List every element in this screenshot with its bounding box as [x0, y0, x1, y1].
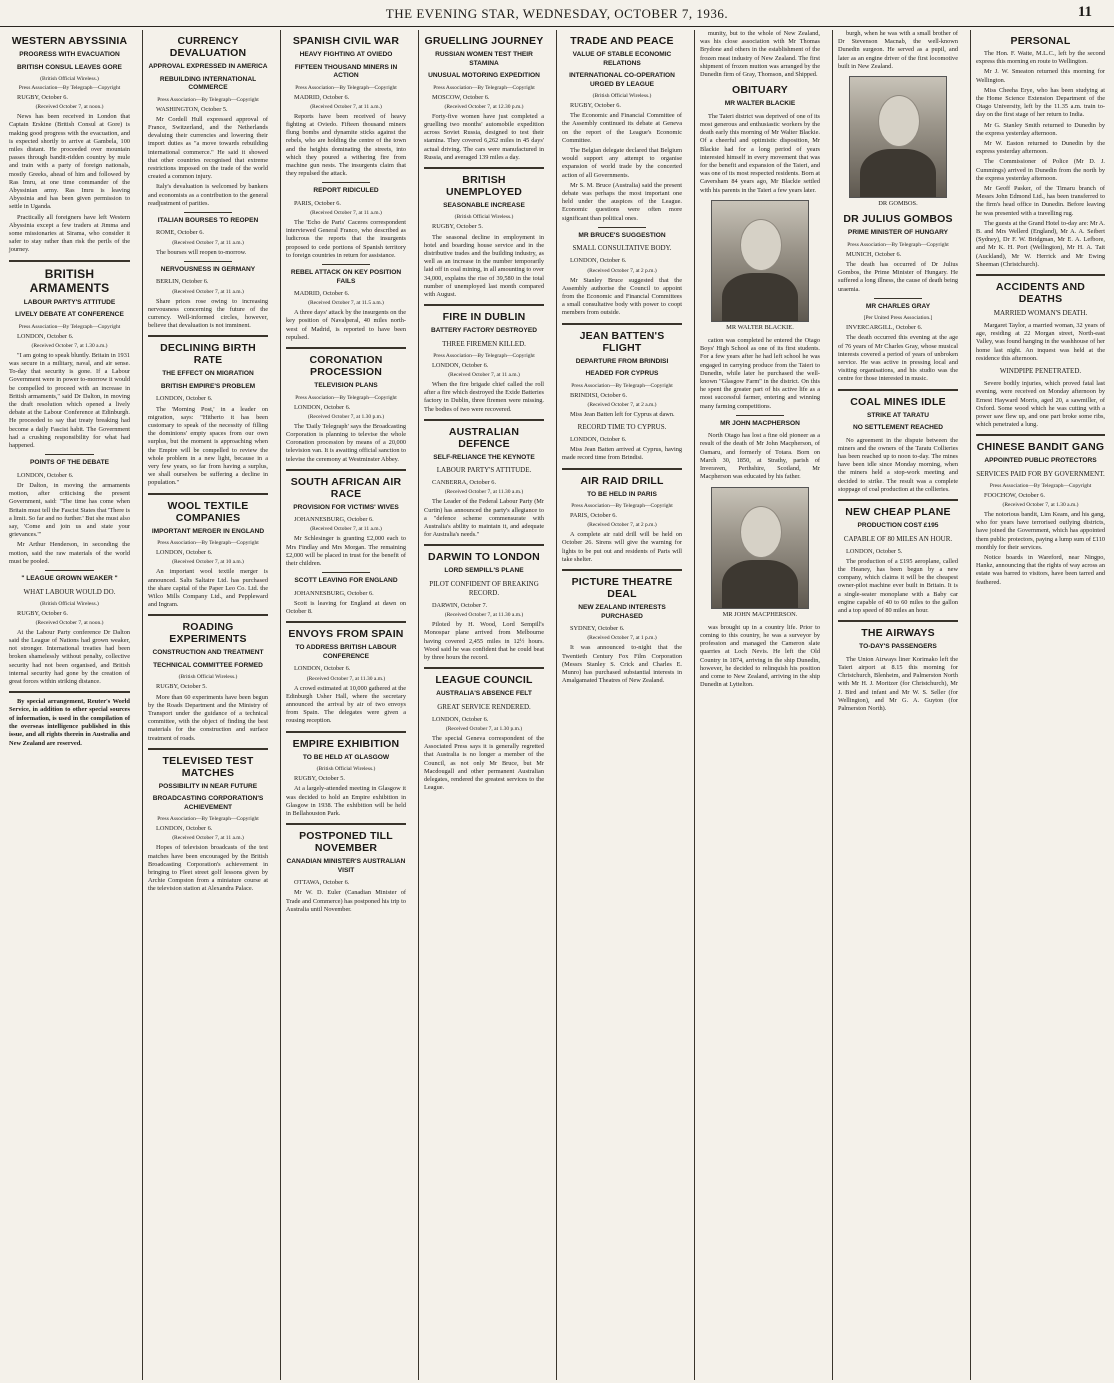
- headline: POSTPONED TILL NOVEMBER: [299, 830, 393, 855]
- dateline: LONDON, October 6.: [432, 715, 489, 723]
- paragraph: The 'Daily Telegraph' says the Broadcasting Corporation is planning to televise the whole Coronation procession by means of a 20,000 television van. It is awaiting official sanction to televise the ceremony at Westminster Abbey.: [286, 422, 406, 463]
- divider: [424, 667, 544, 669]
- service-note: By special arrangement, Reuter's World Service, in addition to other special sources of information, is used in the compilation of the overseas intelligence published in this issue, and all rights therein in Australia and New Zealand are reserved.: [9, 698, 130, 747]
- subheadline: INTERNATIONAL CO-OPERATION URGED BY LEAGUE: [569, 72, 675, 88]
- portrait-coat: [722, 273, 798, 322]
- dateline: INVERCARGILL, October 6.: [846, 324, 923, 332]
- photo-caption: MR JOHN MACPHERSON.: [722, 610, 798, 618]
- dateline: BRINDISI, October 6.: [570, 391, 628, 399]
- subheadline: PILOT CONFIDENT OF BREAKING RECORD.: [429, 579, 539, 597]
- paragraph: Miss Jean Batten arrived at Cyprus, having made record time from Brindisi.: [562, 446, 682, 462]
- received-line: (Received October 7, at 11 a.m.): [172, 835, 244, 842]
- received-line: (Received October 7, at 11 a.m.): [310, 210, 382, 217]
- received-line: (Received October 7, at 11 a.m.): [310, 103, 382, 110]
- paragraph: The special Geneva correspondent of the Associated Press says it is generally regretted that Australia is no longer a member of the Council, as not only Mr Bruce, but Mr Macdougall and other permanent Australian delegates, rendered the greatest services to the League.: [424, 734, 544, 792]
- paragraph: Mr S. M. Bruce (Australia) said the present debate was perhaps the most important one held under the auspices of the League. Economic questions were often more significant than political ones.: [562, 181, 682, 222]
- headline: AIR RAID DRILL: [580, 474, 664, 487]
- paragraph: Scott is leaving for England at dawn on October 8.: [286, 600, 406, 616]
- subheadline: PRIME MINISTER OF HUNGARY: [847, 229, 949, 237]
- dateline: LONDON, October 6.: [156, 549, 213, 557]
- subheadline: TO BE HELD AT GLASGOW: [302, 753, 390, 761]
- headline: THE AIRWAYS: [861, 627, 935, 640]
- divider: [286, 731, 406, 733]
- divider: [874, 298, 922, 299]
- headline: TELEVISED TEST MATCHES: [162, 754, 254, 779]
- subheadline: MR CHARLES GRAY: [865, 302, 931, 310]
- divider: [148, 748, 268, 750]
- headline: COAL MINES IDLE: [850, 395, 946, 408]
- paragraph: The Leader of the Federal Labour Party (Mr Curtin) has announced the party's allegiance to a "defence scheme commensurate with Australia's ability to maintain it, and adequate for Australia's needs.": [424, 498, 544, 539]
- subheadline: CAPABLE OF 80 MILES AN HOUR.: [843, 534, 953, 543]
- divider: [148, 335, 268, 337]
- paragraph: Dr Dalton, in moving the armaments motion, after criticising the present Government, said: "The time has come when Britain must tell the Fascist States that 'There is a limit. So far and no further.' But she must also say, 'Come and join us and state your grievances.'": [9, 482, 130, 539]
- received-line: (Received October 7, at 2 p.m.): [587, 522, 657, 529]
- subheadline: THREE FIREMEN KILLED.: [442, 339, 526, 348]
- dateline: PARIS, October 6.: [570, 512, 617, 520]
- divider: [736, 415, 784, 416]
- paragraph: A crowd estimated at 10,000 gathered at the Edinburgh Usher Hall, where the secretary announced the arrival by air of two envoys from Spain. The delegates were given a rousing reception.: [286, 684, 406, 725]
- paragraph: The production of a £195 aeroplane, called the Heaney, has been begun by a new company, which claims it will be the cheapest owner-pilot machine ever built in Britain. It is a single-seater monoplane with a Baby car engine capable of 40 to 60 miles to the gallon and a top speed of 80 miles an hour.: [838, 557, 958, 614]
- paragraph: Margaret Taylor, a married woman, 32 years of age, residing at 22 Morgan street, North-east Valley, was found hanging in the washhouse of her home last night. An inquest was held at the residence this afternoon.: [976, 322, 1105, 362]
- subheadline: WHAT LABOUR WOULD DO.: [23, 587, 116, 596]
- portrait-coat: [722, 560, 798, 609]
- divider: [286, 347, 406, 349]
- headline: ACCIDENTS AND DEATHS: [995, 281, 1086, 306]
- divider: [184, 261, 232, 262]
- dateline: FOOCHOW, October 6.: [984, 491, 1045, 499]
- credit-line: [Per United Press Association.]: [863, 315, 933, 322]
- headline: EMPIRE EXHIBITION: [292, 737, 400, 750]
- paragraph: Piloted by H. Wood, Lord Sempill's Monospar plane arrived from Melbourne having covered 2,455 miles in 12½ hours. Wood said he was confident that he could beat by three hours the record.: [424, 621, 544, 661]
- credit-line: (British Official Wireless.): [592, 93, 652, 99]
- page-number: 11: [1077, 4, 1092, 20]
- subheadline: PROGRESS WITH EVACUATION: [19, 51, 120, 58]
- subheadline: TECHNICAL COMMITTEE FORMED: [153, 661, 263, 669]
- paragraph: Mr Stanley Bruce suggested that the Assembly authorise the Council to appoint from the Economic and Financial Committees a small consultative body with power to coopt members from outside.: [562, 276, 682, 317]
- paragraph: Forty-five women have just completed a gruelling two months' automobile expedition across Soviet Russia, designed to test their stamina. They covered 6,262 miles in 45 days' actual driving. The cars were manufactured in Russia, and averaged 139 miles a day.: [424, 112, 544, 161]
- divider: [148, 493, 268, 495]
- subheadline: UNUSUAL MOTORING EXPEDITION: [428, 72, 540, 79]
- column-4: [418, 30, 549, 1380]
- dateline: SYDNEY, October 6.: [570, 625, 625, 633]
- subheadline: RUSSIAN WOMEN TEST THEIR STAMINA: [435, 51, 533, 67]
- subheadline: SCOTT LEAVING FOR ENGLAND: [294, 577, 398, 585]
- headline: SPANISH CIVIL WAR: [292, 35, 400, 47]
- dateline: LONDON, October 6.: [156, 395, 213, 403]
- subheadline: BRITISH EMPIRE'S PROBLEM: [160, 382, 256, 390]
- headline: LEAGUE COUNCIL: [435, 674, 533, 687]
- subheadline: NO SETTLEMENT REACHED: [852, 424, 944, 432]
- paragraph: The guests at the Grand Hotel to-day are: Mr A. B. and Mrs Wellerd (England), Mr A. A. Seibert (Sydney), Dr F. W. Bridgman, Mr E. A. Lefbore, and Mr K. H. Port (Wellington), Mr H. A. Tait (Auckland), Mr W. Herrick and Mr Ewing Sheeman (Christchurch).: [976, 219, 1105, 268]
- paragraph: The Hon. F. Waite, M.L.C., left by the second express this morning en route to Wellington.: [976, 50, 1105, 66]
- divider: [424, 544, 544, 546]
- headline: BRITISH UNEMPLOYED: [445, 173, 523, 198]
- paragraph: A complete air raid drill will be held on October 26. Sirens will give the warning for lights to be put out and residents of Paris will take shelter.: [562, 531, 682, 563]
- paragraph: was brought up in a country life. Prior to coming to this country, he was a surveyor by profession and managed the Cameron slate quarries at Loch Nevis. He left the Old Country in 1874, arriving in the ship Dunedin, however, he decided to relinquish his position and come to New Zealand, arriving in the ship Dunedin at Lyttelton.: [700, 623, 820, 689]
- headline: GRUELLING JOURNEY: [424, 35, 544, 47]
- photo-caption: DR GOMBOS.: [878, 200, 918, 208]
- subheadline: HEAVY FIGHTING AT OVIEDO: [299, 51, 393, 58]
- received-line: (Received October 7, at 11 a.m.): [448, 371, 520, 378]
- paragraph: Mr Arthur Henderson, in seconding the motion, said the raw materials of the world must be pooled.: [9, 541, 130, 565]
- portrait-face: [878, 95, 920, 147]
- photo-caption: MR WALTER BLACKIE.: [726, 323, 794, 331]
- received-line: (Received October 7, at 1.30 a.m.): [31, 342, 108, 349]
- received-line: (Received October 7, at 11 a.m.): [310, 526, 382, 533]
- subheadline: FIFTEEN THOUSAND MINERS IN ACTION: [294, 63, 398, 79]
- dateline: PARIS, October 6.: [294, 199, 341, 207]
- received-line: (Received October 7, at 2 p.m.): [587, 267, 657, 274]
- received-line: (Received October 7, at noon.): [35, 104, 104, 111]
- received-line: (Received October 7, at 11 a.m.): [172, 288, 244, 295]
- paragraph: An important wool textile merger is announced. Salts Saltaire Ltd. has purchased the share capital of the Paper Leo Co. Ltd. the Wilco Mills Company Ltd., and Peppleward and Ingram.: [148, 568, 268, 609]
- paragraph: The Belgian delegate declared that Belgium would support any attempt to organise expansion of world trade by the concerted action of all Governments.: [562, 147, 682, 179]
- paragraph: The 'Morning Post,' in a leader on migration, says: "Hitherto it has been customary to speak of the necessity of filling the dominions' empty spaces from our own surplus, but the moment is approaching when the Empire will be compelled to review the whole problem in a new light, because in a very few years, so far from having a surplus, we shall ourselves be suffering a decline in population.": [148, 405, 268, 487]
- divider: [9, 691, 130, 693]
- masthead-title: THE EVENING STAR, WEDNESDAY, OCTOBER 7, 1936.: [385, 6, 729, 21]
- dateline: JOHANNESBURG, October 6.: [294, 516, 374, 524]
- paragraph: The Economic and Financial Committee of the Assembly continued its debate at Geneva on the report of the League's Economic Committee.: [562, 112, 682, 144]
- paragraph: Hopes of television broadcasts of the test matches have been encouraged by the British Broadcasting Corporation's achievement in bringing to Fleet street golf lessons given by Archie Compston from a miniature course at the television station at Alexandra Palace.: [148, 844, 268, 893]
- subheadline: SERVICES PAID FOR BY GOVERNMENT.: [976, 469, 1105, 478]
- subheadline: POSSIBILITY IN NEAR FUTURE: [158, 782, 258, 790]
- subheadline: TO BE HELD IN PARIS: [587, 490, 657, 498]
- divider: [9, 260, 130, 262]
- divider: [976, 274, 1105, 276]
- received-line: (Received October 7, at 11.5 a.m.): [308, 300, 384, 307]
- subheadline: LABOUR PARTY'S ATTITUDE.: [436, 466, 532, 475]
- column-6: [694, 30, 825, 1380]
- subheadline: THE EFFECT ON MIGRATION: [162, 370, 254, 378]
- credit-line: (British Official Wireless.): [40, 600, 99, 607]
- dateline: LONDON, October 6.: [294, 403, 351, 411]
- divider: [322, 264, 370, 265]
- headline: CHINESE BANDIT GANG: [976, 441, 1105, 454]
- portrait-photo: [849, 76, 947, 198]
- credit-line: Press Association—By Telegraph—Copyright: [433, 84, 535, 91]
- subheadline: AUSTRALIA'S ABSENCE FELT: [436, 690, 532, 698]
- paragraph: News has been received in London that Captain Erskine (British Consul at Gore) is making good progress with the evacuation, and is expected shortly to arrive at Gambela, 100 miles distant. He proceeded over mountain passes through bandit-ridden country by mule and train with a party of foreign nationals, mostly Greeks, ahead of him and followed by Ras Imru, at one time commander of the Abyssinian army. Ras Imru is leaving Abyssinia and has been given permission to settle in Uganda.: [9, 113, 130, 211]
- dateline: ROME, October 6.: [156, 229, 204, 237]
- credit-line: Press Association—By Telegraph—Copyright: [157, 96, 259, 103]
- subheadline: ITALIAN BOURSES TO REOPEN: [157, 216, 259, 224]
- divider: [562, 323, 682, 325]
- headline: FIRE IN DUBLIN: [442, 311, 526, 324]
- subheadline: TELEVISION PLANS: [314, 382, 378, 390]
- credit-line: Press Association—By Telegraph—Copyright: [18, 85, 121, 91]
- headline: TRADE AND PEACE: [570, 35, 674, 47]
- received-line: (Received October 7, at 10 a.m.): [172, 559, 244, 566]
- dateline: RUGBY, October 5.: [432, 223, 483, 231]
- paragraph: The Union Airways liner Korimako left the Taieri airport at 8.15 this morning for Christchurch, Blenheim, and Palmerston North with Mr H. J. Moritzer (for Christchurch), Mr J. Bird and infant and Mr W. S. Seller (for Wellington), and Mr G. A. Guyton (for Palmerston North).: [838, 655, 958, 712]
- paragraph: Mr Cordell Hull expressed approval of France, Switzerland, and the Netherlands devaluing their currencies and lowering their import duties as "a move towards rebuilding international commerce." He said it showed that other countries recognised that extreme restrictions imposed on the trade of the world created a common injury.: [148, 115, 268, 181]
- dateline: CANBERRA, October 6.: [432, 479, 497, 487]
- headline: JEAN BATTEN'S FLIGHT: [579, 329, 665, 354]
- paragraph: The Commissioner of Police (Mr D. J. Cummings) arrived in Dunedin from the north by the express yesterday afternoon.: [976, 158, 1105, 182]
- subheadline: GREAT SERVICE RENDERED.: [437, 702, 531, 711]
- dateline: LONDON, October 6.: [570, 257, 627, 265]
- paragraph: Mr G. Stanley Smith returned to Dunedin by the express yesterday afternoon.: [976, 121, 1105, 137]
- dateline: RUGBY, October 5.: [294, 775, 345, 783]
- subheadline: LIVELY DEBATE AT CONFERENCE: [15, 311, 124, 319]
- credit-line: Press Association—By Telegraph—Copyright: [157, 540, 259, 547]
- subheadline: PROVISION FOR VICTIMS' WIVES: [293, 503, 399, 511]
- divider: [286, 469, 406, 471]
- dateline: LONDON, October 5.: [846, 547, 903, 555]
- subheadline: BRITISH CONSUL LEAVES GORE: [17, 63, 122, 71]
- paragraph: Mr J. W. Smeaton returned this morning for Wellington.: [976, 68, 1105, 84]
- paragraph: Severe bodily injuries, which proved fatal last evening, were received on Monday afternoon by Ernest Hayward Morris, aged 20, a sawmiller, of Oxford. Some wood which he was cutting with a power saw flew up, and one part broke some ribs, which penetrated a lung.: [976, 380, 1105, 429]
- divider: [184, 212, 232, 213]
- divider: [562, 468, 682, 470]
- dateline: RUGBY, October 6.: [570, 102, 621, 109]
- subheadline: DEPARTURE FROM BRINDISI: [575, 357, 669, 365]
- subheadline: SMALL CONSULTATIVE BODY.: [572, 244, 672, 253]
- dateline: OTTAWA, October 6.: [294, 879, 350, 887]
- paragraph: The death has occurred of Dr Julius Gombos, the Prime Minister of Hungary. He suffered a long illness, the cause of death being uraemia.: [838, 260, 958, 293]
- dateline: MADRID, October 6.: [294, 93, 350, 101]
- credit-line: Press Association—By Telegraph—Copyright: [295, 84, 397, 91]
- paragraph: burgh, when he was with a small brother of Dr Stevenson Macnab, the well-known Dunedin surgeon. He served as a pupil, and later as an engine driver of the first locomotive built in New Zealand.: [838, 30, 958, 70]
- paragraph: North Otago has lost a fine old pioneer as a result of the death of Mr John Macpherson, of Oamaru, and formerly of Totara. Born on March 30, 1850, at Strathy, parish of Inveraven, Perthshire, Scotland, Mr Macpherson was educated by his father.: [700, 432, 820, 481]
- portrait-photo: [711, 487, 809, 609]
- paragraph: More than 60 experiments have been begun by the Roads Department and the Ministry of Transport under the guidance of a technical committee, with the object of finding the best materials for the construction and surface treatment of roads.: [148, 693, 268, 742]
- paragraph: A three days' attack by the insurgents on the key position of Navalperal, 40 miles north-west of Madrid, is reported to have been repulsed.: [286, 309, 406, 341]
- dateline: RUGBY, October 6.: [17, 609, 68, 617]
- headline: DR JULIUS GOMBOS: [843, 213, 953, 226]
- subheadline: POINTS OF THE DEBATE: [29, 459, 109, 467]
- dateline: MUNICH, October 6.: [846, 250, 902, 258]
- received-line: (Received October 7, at 1.30 p.m.): [445, 725, 523, 732]
- divider: [598, 227, 646, 228]
- paragraph: Mr W. D. Euler (Canadian Minister of Trade and Commerce) has postponed his trip to Australia until November.: [286, 889, 406, 913]
- paragraph: Reports have been received of heavy fighting at Oviedo. Fifteen thousand miners flung bombs and dynamite sticks against the rebels, who are holding the centre of the town and the heights dominating the streets, into which they poured a withering fire from machine gun nests. The insurgents claim that they repulsed the attack.: [286, 112, 406, 178]
- subheadline: " LEAGUE GROWN WEAKER ": [21, 575, 118, 583]
- received-line: (Received October 7, at 11.30 a.m.): [444, 489, 524, 496]
- paragraph: The seasonal decline in employment in hotel and boarding house service and in the distributive trades and the building industry, as well as an increase in the number temporarily laid off in coal mining, in all amounting to over 34,000, explains the rise of 39,580 in the total number of unemployed last month compared with August.: [424, 233, 544, 299]
- subheadline: WINDPIPE PENETRATED.: [999, 367, 1082, 376]
- headline: OBITUARY: [731, 84, 789, 97]
- column-5: [556, 30, 687, 1380]
- headline: BRITISH ARMAMENTS: [29, 266, 110, 295]
- dateline: RUGBY, October 5.: [156, 683, 207, 691]
- divider: [148, 614, 268, 616]
- divider: [322, 572, 370, 573]
- subheadline: CONSTRUCTION AND TREATMENT: [152, 649, 264, 657]
- subheadline: MR WALTER BLACKIE: [724, 100, 796, 108]
- subheadline: APPOINTED PUBLIC PROTECTORS: [984, 457, 1097, 465]
- dateline: LONDON, October 6.: [17, 471, 74, 479]
- paragraph: Italy's devaluation is welcomed by bankers and economists as a contribution to the general readjustment of parities.: [148, 183, 268, 207]
- headline: PERSONAL: [1010, 35, 1071, 47]
- dateline: LONDON, October 6.: [17, 332, 74, 340]
- credit-line: Press Association—By Telegraph—Copyright: [18, 323, 121, 330]
- received-line: (Received October 7, at 11 a.m.): [172, 239, 244, 246]
- credit-line: Press Association—By Telegraph—Copyright: [295, 394, 397, 401]
- subheadline: STRIKE AT TARATU: [866, 411, 930, 419]
- paragraph: At a largely-attended meeting in Glasgow it was decided to hold an Empire exhibition in Glasgow in 1938. The exhibition will be held in Bellahouston Park.: [286, 785, 406, 817]
- dateline: LONDON, October 6.: [432, 361, 489, 369]
- divider: [562, 569, 682, 571]
- paragraph: Practically all foreigners have left Western Abyssinia except a few traders at Jimma and some missionaries at Sirama, who consider it safer to stay rather than risk the perils of the journey.: [9, 213, 130, 254]
- dateline: BERLIN, October 6.: [156, 278, 209, 286]
- headline: PICTURE THEATRE DEAL: [571, 576, 673, 601]
- paragraph: At the Labour Party conference Dr Dalton said the League of Nations had grown weaker, not stronger. International treaties had been broken shamelessly without penalty, collective security had not been organised, and British internal security had gone by the creation of great forces within striking distance.: [9, 628, 130, 685]
- headline: DARWIN TO LONDON: [428, 551, 540, 564]
- paragraph: Mr W. Easton returned to Dunedin by the express yesterday afternoon.: [976, 140, 1105, 156]
- column-1: [4, 30, 135, 1380]
- divider: [45, 454, 93, 455]
- headline: CORONATION PROCESSION: [309, 354, 383, 379]
- received-line: (Received October 7, at 1 p.m.): [587, 635, 657, 642]
- paragraph: Mr Schlesinger is granting £2,000 each to Mrs Findlay and Mrs Morgan. The remaining £2,000 will be placed in trust for the benefit of their children.: [286, 535, 406, 568]
- dateline: LONDON, October 6.: [294, 665, 351, 673]
- subheadline: VALUE OF STABLE ECONOMIC RELATIONS: [572, 51, 672, 67]
- subheadline: MR JOHN MACPHERSON: [720, 419, 800, 427]
- divider: [424, 419, 544, 421]
- credit-line: Press Association—By Telegraph—Copyright: [847, 241, 949, 248]
- subheadline: HEADED FOR CYPRUS: [585, 370, 659, 378]
- divider: [322, 182, 370, 183]
- credit-line: Press Association—By Telegraph—Copyright: [989, 482, 1092, 489]
- paragraph: Miss Cheeha Erye, who has been studying at the Home Science Extension Department of the Otago University, left by the 11.35 a.m. train to-day on the first stage of her return to India.: [976, 86, 1105, 119]
- divider: [838, 620, 958, 622]
- column-7: [832, 30, 963, 1380]
- received-line: (Received October 7, at 1.30 a.m.): [1002, 502, 1079, 509]
- subheadline: NEW ZEALAND INTERESTS PURCHASED: [578, 604, 666, 620]
- subheadline: TO-DAY'S PASSENGERS: [859, 643, 937, 651]
- paragraph: The death occurred this evening at the age of 76 years of Mr Charles Gray, whose musical interests covered a period of years of unbroken service. He was active in pressing local and visiting organisations, and his studio was the centre for those interested in music.: [838, 334, 958, 383]
- dateline: WASHINGTON, October 5.: [156, 105, 228, 113]
- dateline: LONDON, October 6.: [570, 435, 627, 443]
- divider: [424, 167, 544, 169]
- paragraph: munity, but to the whole of New Zealand, was his close association with Mr Thomas Brydone and others in the establishment of the frozen meat industry of New Zealand. The first shipment of frozen mutton was arranged by the Dunedin firm of Gray, Thomson, and Shipped.: [700, 30, 820, 79]
- portrait-coat: [860, 149, 936, 198]
- subheadline: CANADIAN MINISTER'S AUSTRALIAN VISIT: [286, 858, 406, 874]
- subheadline: REBEL ATTACK ON KEY POSITION FAILS: [290, 269, 402, 285]
- paragraph: When the fire brigade chief called the roll after a fire which destroyed the Exide Batteries factory in Dublin, three firemen were missing. The bodies of two were recovered.: [424, 380, 544, 413]
- subheadline: REPORT RIDICULED: [313, 187, 379, 195]
- paragraph: The notorious bandit, Lim Keam, and his gang, who for years have terrorised outlying districts, have joined the Government, which has appointed them public protectors, paying a lump sum of £110 monthly for their services.: [976, 511, 1105, 551]
- divider: [976, 434, 1105, 436]
- subheadline: PRODUCTION COST £195: [857, 522, 939, 530]
- received-line: (Received October 7, at noon.): [35, 619, 104, 626]
- credit-line: Press Association—By Telegraph—Copyright: [571, 382, 673, 389]
- column-8: [970, 30, 1110, 1380]
- dateline: JOHANNESBURG, October 6.: [294, 589, 374, 597]
- credit-line: (British Official Wireless.): [178, 674, 238, 681]
- received-line: (Received October 7, at 12.30 p.m.): [444, 103, 524, 110]
- credit-line: Press Association—By Telegraph—Copyright: [571, 503, 673, 510]
- subheadline: LABOUR PARTY'S ATTITUDE: [23, 298, 116, 306]
- portrait-photo: [711, 200, 809, 322]
- dateline: DARWIN, October 7.: [432, 601, 488, 609]
- paragraph: The bourses will reopen to-morrow.: [156, 248, 247, 256]
- headline: WOOL TEXTILE COMPANIES: [167, 499, 249, 524]
- dateline: RUGBY, October 6.: [17, 94, 68, 101]
- headline: WESTERN ABYSSINIA: [11, 35, 128, 47]
- divider: [838, 499, 958, 501]
- paragraph: Notice boards in Wareford, near Ningpo, Hankz, announcing that the rights of way across an estate was barred to visitors, have been tarred and feathered.: [976, 554, 1105, 586]
- paragraph: No agreement in the dispute between the miners and the owners of the Taratu Collieries has been reached up to noon to-day. The mines have been idle since Monday morning, when the miners held a stop-work meeting and decided to strike. The result was a complete stoppage of coal production at the collieries.: [838, 436, 958, 493]
- column-3: [280, 30, 411, 1380]
- headline: ROADING EXPERIMENTS: [169, 621, 247, 646]
- subheadline: MARRIED WOMAN'S DEATH.: [993, 309, 1088, 318]
- headline: DECLINING BIRTH RATE: [160, 342, 256, 367]
- portrait-face: [740, 219, 782, 271]
- credit-line: Press Association—By Telegraph—Copyright: [433, 352, 535, 359]
- divider: [286, 823, 406, 825]
- headline: CURRENCY DEVALUATION: [169, 35, 247, 59]
- column-2: [142, 30, 273, 1380]
- subheadline: LORD SEMPILL'S PLANE: [444, 567, 524, 575]
- subheadline: SELF-RELIANCE THE KEYNOTE: [433, 453, 535, 461]
- received-line: (Received October 7, at 11.30 a.m.): [444, 612, 524, 619]
- dateline: MOSCOW, October 6.: [432, 93, 490, 101]
- credit-line: (British Official Wireless.): [40, 76, 99, 82]
- dateline: MADRID, October 6.: [294, 290, 350, 298]
- received-line: (Received October 7, at 2 a.m.): [587, 401, 657, 408]
- divider: [45, 570, 93, 571]
- headline: AUSTRALIAN DEFENCE: [448, 425, 520, 450]
- paragraph: The Taieri district was deprived of one of its most generous and enthusiastic workers by the death early this morning of Mr Walter Blackie. Of a cheerful and optimistic disposition, Mr Blackie had for a long period of years interested himself in every movement that was for the benefit and expansion of the Taieri, and was one of its most respected residents. Born at Caversham 84 years ago, Mr Blackie settled with his parents in the Taieri a few years later.: [700, 112, 820, 194]
- divider: [424, 304, 544, 306]
- credit-line: (British Official Wireless.): [454, 214, 514, 221]
- divider: [838, 389, 958, 391]
- subheadline: SEASONABLE INCREASE: [443, 201, 525, 209]
- dateline: LONDON, October 6.: [156, 825, 213, 833]
- credit-line: (British Official Wireless.): [316, 766, 376, 773]
- subheadline: MR BRUCE'S SUGGESTION: [578, 231, 666, 239]
- headline: SOUTH AFRICAN AIR RACE: [290, 475, 402, 500]
- received-line: (Received October 7, at 1.30 p.m.): [307, 413, 385, 420]
- credit-line: Press Association—By Telegraph—Copyright: [157, 816, 259, 823]
- portrait-face: [740, 506, 782, 558]
- subheadline: TO ADDRESS BRITISH LABOUR CONFERENCE: [295, 644, 397, 660]
- subheadline: NERVOUSNESS IN GERMANY: [160, 265, 256, 273]
- received-line: (Received October 7, at 11.30 a.m.): [306, 675, 386, 682]
- subheadline: BROADCASTING CORPORATION'S ACHIEVEMENT: [152, 795, 264, 811]
- paragraph: It was announced to-night that the Twentieth Century Fox Film Corporation (Messrs Stanley S. Crick and Charles E. Munro) has purchased substantial interests in Amalgamated Theatres of New Zealand.: [562, 644, 682, 685]
- subheadline: RECORD TIME TO CYPRUS.: [577, 422, 667, 431]
- headline: ENVOYS FROM SPAIN: [288, 628, 404, 641]
- paragraph: "I am going to speak bluntly. Britain in 1931 was secure in a military, naval, and air sense. To-day that security is gone. If a Labour Government were in power to-morrow it would be compelled to proceed with an increase in British armaments," said Dr Dalton, in moving the draft resolution which opened a lively debate at the Labour Conference at Edinburgh. He proceeded to say that treaty breaking had become a daily Fascist habit. The Government had a crushing responsibility for what had happened.: [9, 351, 130, 450]
- paragraph: Share prices rose owing to increasing nervousness concerning the future of the currency. Well-informed circles, however, believe that devaluation is not imminent.: [148, 297, 268, 330]
- paragraph: The 'Echo de Paris' Caceres correspondent interviewed General Franco, who described as ludicrous the reports that the insurgents proposed to cede portions of Spanish territory to foreign countries in return for assistance.: [286, 219, 406, 259]
- newspaper-columns: [4, 30, 1110, 1380]
- divider: [286, 621, 406, 623]
- paragraph: Miss Jean Batten left for Cyprus at dawn.: [570, 410, 675, 418]
- masthead: [0, 0, 1114, 27]
- subheadline: BATTERY FACTORY DESTROYED: [430, 327, 537, 335]
- headline: NEW CHEAP PLANE: [845, 506, 951, 519]
- subheadline: IMPORTANT MERGER IN ENGLAND: [151, 527, 265, 535]
- subheadline: REBUILDING INTERNATIONAL COMMERCE: [159, 75, 257, 91]
- paragraph: cation was completed he entered the Otago Boys' High School as one of its first students. For a few years after he had left school he was engaged in carrying produce from the Taieri to Dunedin, while later he purchased the well-known "Glasgow Farm" in the district. On this he spent the greater part of his active life as a most successful farmer, entering and winning many farming competitions.: [700, 336, 820, 410]
- paragraph: Mr Geoff Pasker, of the Timaru branch of Messrs John Edmond Ltd., has been transferred to the firm's head office in Dunedin. Before leaving he was presented with a travelling rug.: [976, 185, 1105, 217]
- subheadline: APPROVAL EXPRESSED IN AMERICA: [148, 63, 268, 70]
